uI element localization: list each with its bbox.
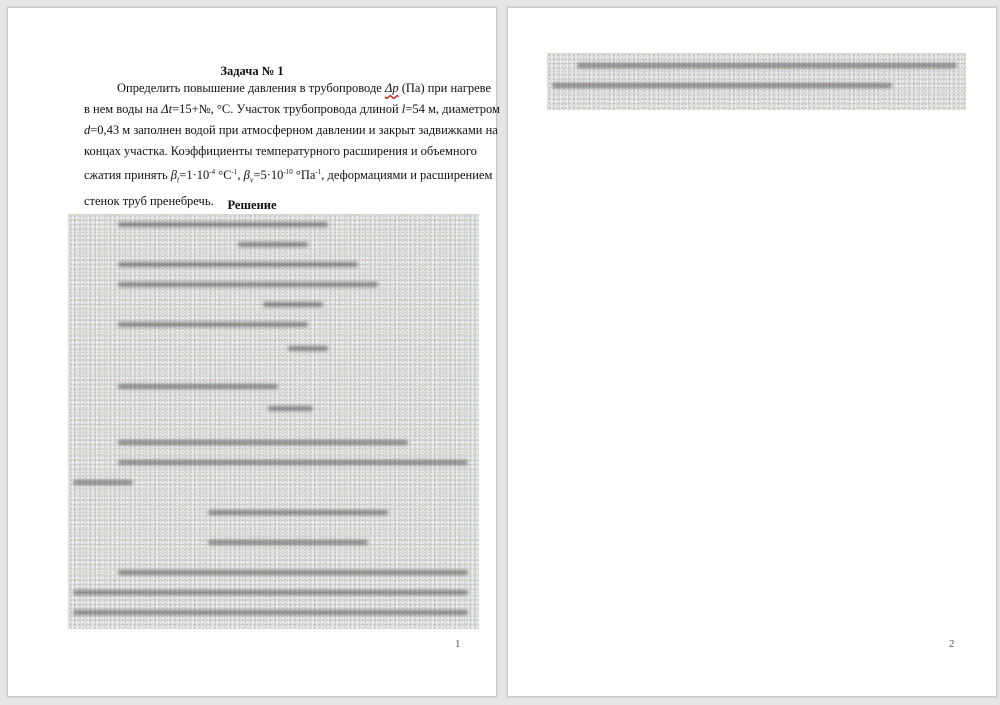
blurred-solution-image bbox=[68, 214, 479, 629]
problem-line-5: сжатия принять $\beta_t=1\cdot 10^{-4}$ $^\circ С^{-1}$, $\beta_v=5\cdot 10^{-10}$ $^\circ Па^{-1}$, деформациями и расширением bbox=[84, 168, 493, 185]
document-page-1 bbox=[7, 7, 500, 697]
page-number: 1 bbox=[455, 638, 461, 650]
problem-line-6: стенок труб пренебречь. bbox=[84, 193, 214, 208]
page-number: 2 bbox=[949, 638, 955, 650]
problem-line-4: концах участка. Коэффициенты температурного расширения и объемного bbox=[84, 144, 477, 158]
problem-line-2: в нем воды на Δt=15+№, °С. Участок трубопровода длиной l=54 м, диаметром bbox=[84, 102, 500, 116]
document-page-2 bbox=[507, 7, 997, 697]
problem-statement bbox=[84, 78, 500, 212]
solution-heading: Решение bbox=[227, 198, 277, 212]
blurred-solution-continuation-image bbox=[547, 53, 966, 110]
problem-line-1: Определить повышение давления в трубопроводе Δp (Па) при нагреве bbox=[117, 81, 492, 95]
problem-title: Задача № 1 bbox=[220, 64, 284, 78]
problem-line-3: d=0,43 м заполнен водой при атмосферном давлении и закрыт задвижками на bbox=[84, 123, 498, 137]
